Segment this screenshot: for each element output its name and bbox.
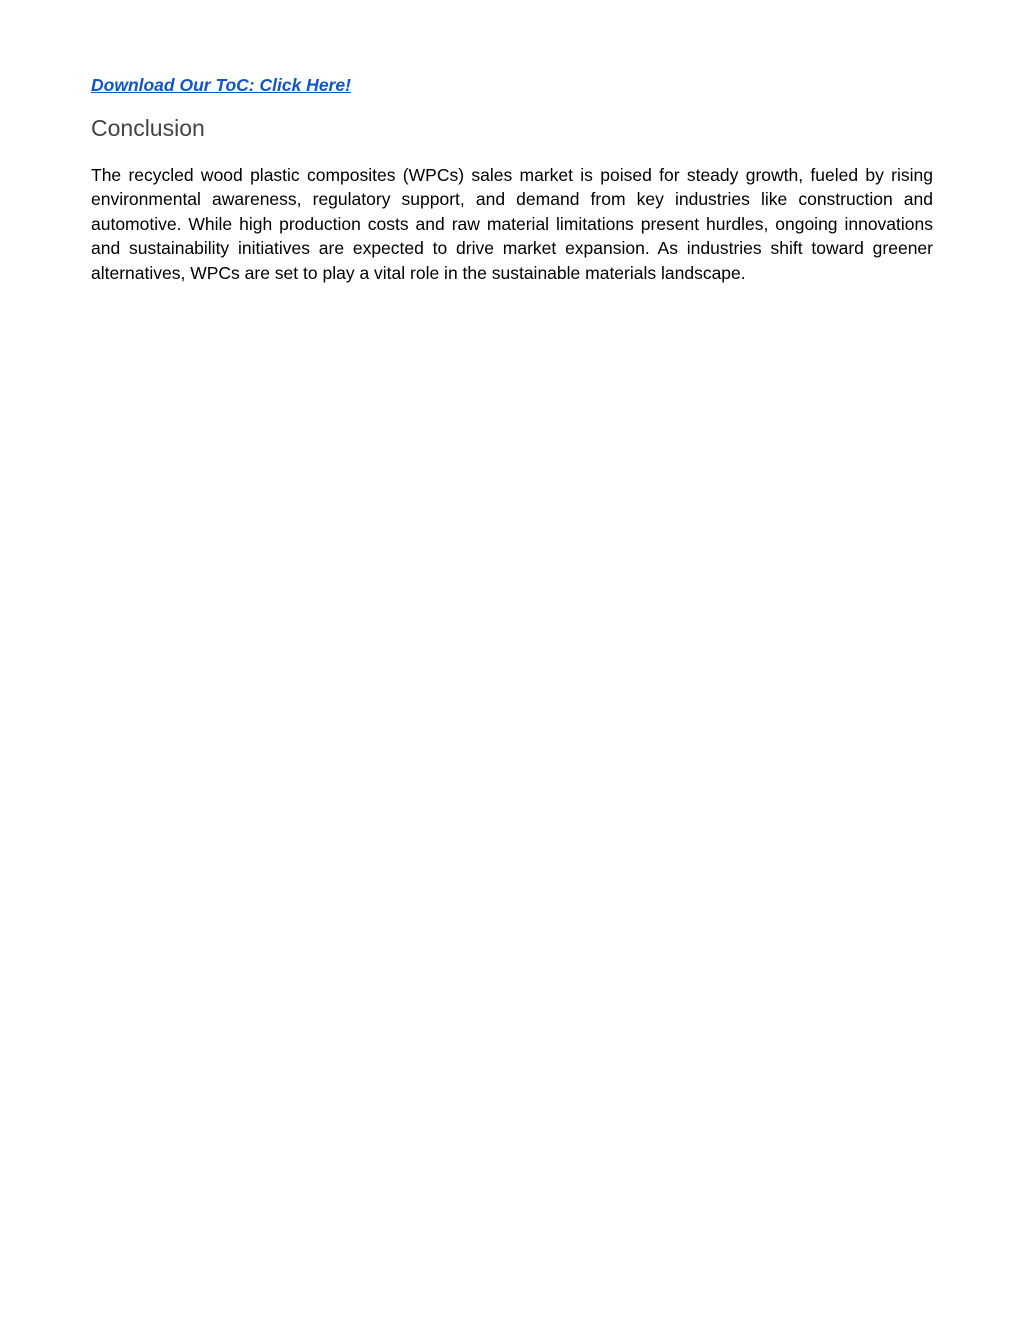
conclusion-paragraph: The recycled wood plastic composites (WPCs) sales market is poised for steady growth, fueled by rising environmental awareness, regulatory support, and demand from key industries like construction and automotive. While high production costs and raw material limitations present hurdles, ongoing innovations and sustainability initiatives are expected to drive market expansion. As industries shift toward greener alternatives, WPCs are set to play a vital role in the sustainable materials landscape. [91, 165, 933, 283]
download-toc-link[interactable]: Download Our ToC: Click Here! [91, 75, 351, 95]
section-heading-conclusion: Conclusion [91, 115, 205, 141]
